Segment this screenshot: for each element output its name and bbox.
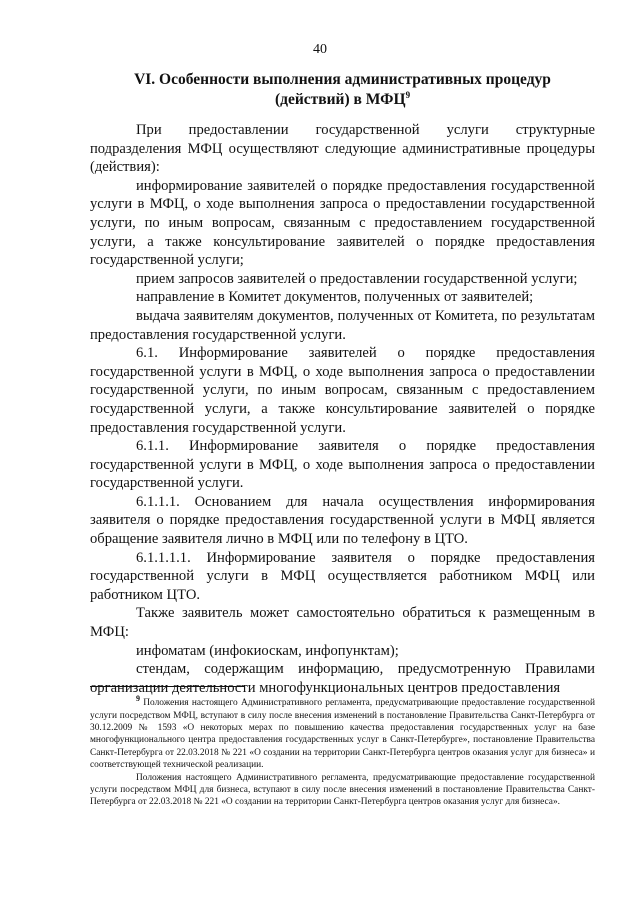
paragraph: прием запросов заявителей о предоставлении государственной услуги;	[136, 270, 578, 287]
document-body	[90, 121, 595, 697]
paragraph: 6.1.1.1.1. Информирование заявителя о порядке предоставления государственной услуги в МФЦ осуществляется работником МФЦ или работником ЦТО.	[90, 549, 595, 603]
footnote-1-text: Положения настоящего Административного регламента, предусматривающие предоставление государственной услуги посредством МФЦ, вступают в силу после внесения изменений в постановление Правительства Санкт-Петербурга от 30.12.2009 № 1593 «О некоторых мерах по повышению качества предоставления государственных услуг на базе многофункционального центра предоставления государственных услуг в Санкт-Петербурге», постановление Правительства Санкт-Петербурга от 22.03.2018 № 221 «О создании на территории Санкт-Петербурга центров оказания услуг для бизнеса» и соответствующей технической реализации.	[90, 698, 596, 771]
paragraph: направление в Комитет документов, полученных от заявителей;	[136, 289, 534, 306]
footnotes	[90, 686, 595, 809]
footnote-separator	[90, 686, 245, 687]
paragraph: инфоматам (инфокиоскам, инфопунктам);	[136, 642, 399, 659]
footnote-reference: 9	[405, 89, 411, 100]
paragraph: выдача заявителям документов, полученных от Комитета, по результатам предоставления государственной услуги.	[90, 307, 595, 343]
paragraph: 6.1.1.1. Основанием для начала осуществления информирования заявителя о порядке предоставления государственной услуги в МФЦ является обращение заявителя лично в МФЦ или по телефону в ЦТО.	[90, 493, 595, 548]
section-heading-line-2	[90, 90, 595, 110]
paragraph: При предоставлении государственной услуги структурные подразделения МФЦ осуществляют следующие административные процедуры (действия):	[90, 122, 595, 176]
section-heading-line-1: VI. Особенности выполнения административных процедур	[134, 71, 551, 88]
section-heading	[90, 70, 595, 110]
footnote-1	[90, 693, 595, 772]
paragraph: информирование заявителей о порядке предоставления государственной услуги в МФЦ, о ходе выполнения запроса о предоставлении государственной услуги, по иным вопросам, связанным с предоставлением государственной услуги, а также консультирование заявителей о порядке предоставления государственной услуги;	[90, 177, 595, 269]
section-heading-line-2-text: (действий) в МФЦ	[274, 91, 406, 108]
paragraph: стендам, содержащим информацию, предусмотренную Правилами организации деятельности многофункциональных центров предоставления	[90, 661, 595, 696]
paragraph: 6.1. Информирование заявителей о порядке предоставления государственной услуги в МФЦ, о ходе выполнения запроса о предоставлении государственной услуги, по иным вопросам, связанным с предоставлением государственной услуги, а также консультирование заявителей о порядке предоставления государственной услуги.	[90, 345, 595, 436]
paragraph: Также заявитель может самостоятельно обратиться к размещенным в МФЦ:	[90, 605, 595, 641]
page-number: 40	[313, 42, 327, 57]
footnote-marker: 9	[136, 694, 140, 703]
footnote-2: Положения настоящего Административного регламента, предусматривающие предоставление государственной услуги посредством МФЦ для бизнеса, вступают в силу после внесения изменений в постановление Правительства Санкт-Петербурга от 22.03.2018 № 221 «О создании на территории Санкт-Петербурга центров оказания услуг для бизнеса».	[90, 772, 595, 808]
paragraph: 6.1.1. Информирование заявителя о порядке предоставления государственной услуги в МФЦ, о ходе выполнения запроса о предоставлении государственной услуги.	[90, 438, 595, 492]
